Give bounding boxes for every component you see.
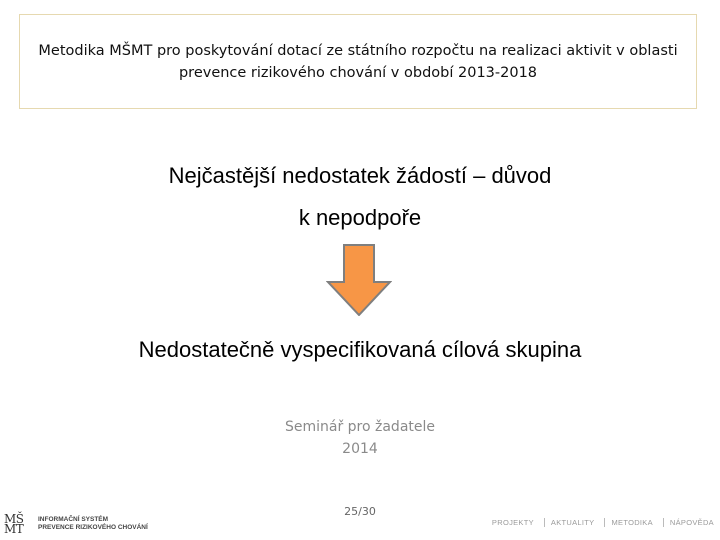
header-box (19, 14, 697, 109)
logo-text-line2: PREVENCE RIZIKOVÉHO CHOVÁNÍ (38, 524, 148, 531)
logo-mark-line2: MT (4, 522, 24, 536)
headline-line2: k nepodpoře (298, 205, 422, 230)
header-title-line2: prevence rizikového chování v období 2013-2018 (178, 64, 538, 81)
seminar-line1: Seminář pro žadatele (284, 419, 436, 435)
page-number: 25/30 (344, 505, 376, 518)
logo-text-line1: INFORMAČNÍ SYSTÉM (38, 516, 109, 523)
footer-nav-projekty[interactable]: PROJEKTY (491, 518, 534, 527)
logo-mark-line1: MŠ (4, 512, 24, 526)
footer-nav-aktuality[interactable]: AKTUALITY (544, 518, 595, 527)
footer-nav-napoveda[interactable]: NÁPOVĚDA (663, 518, 714, 527)
header-title (24, 40, 691, 84)
seminar-year: 2014 (342, 441, 378, 457)
footer-nav (492, 518, 714, 527)
header-title-line1: Metodika MŠMT pro poskytování dotací ze státního rozpočtu na realizaci aktivit v oblasti (38, 42, 678, 59)
down-arrow-icon (326, 244, 392, 316)
logo-text (38, 516, 148, 532)
footer-logo[interactable] (4, 512, 148, 536)
headline-line1: Nejčastější nedostatek žádostí – důvod (168, 163, 552, 188)
msmt-logo-mark (4, 514, 36, 534)
seminar-label (0, 416, 720, 460)
result-text: Nedostatečně vyspecifikovaná cílová skupina (138, 337, 582, 362)
footer-nav-metodika[interactable]: METODIKA (604, 518, 652, 527)
